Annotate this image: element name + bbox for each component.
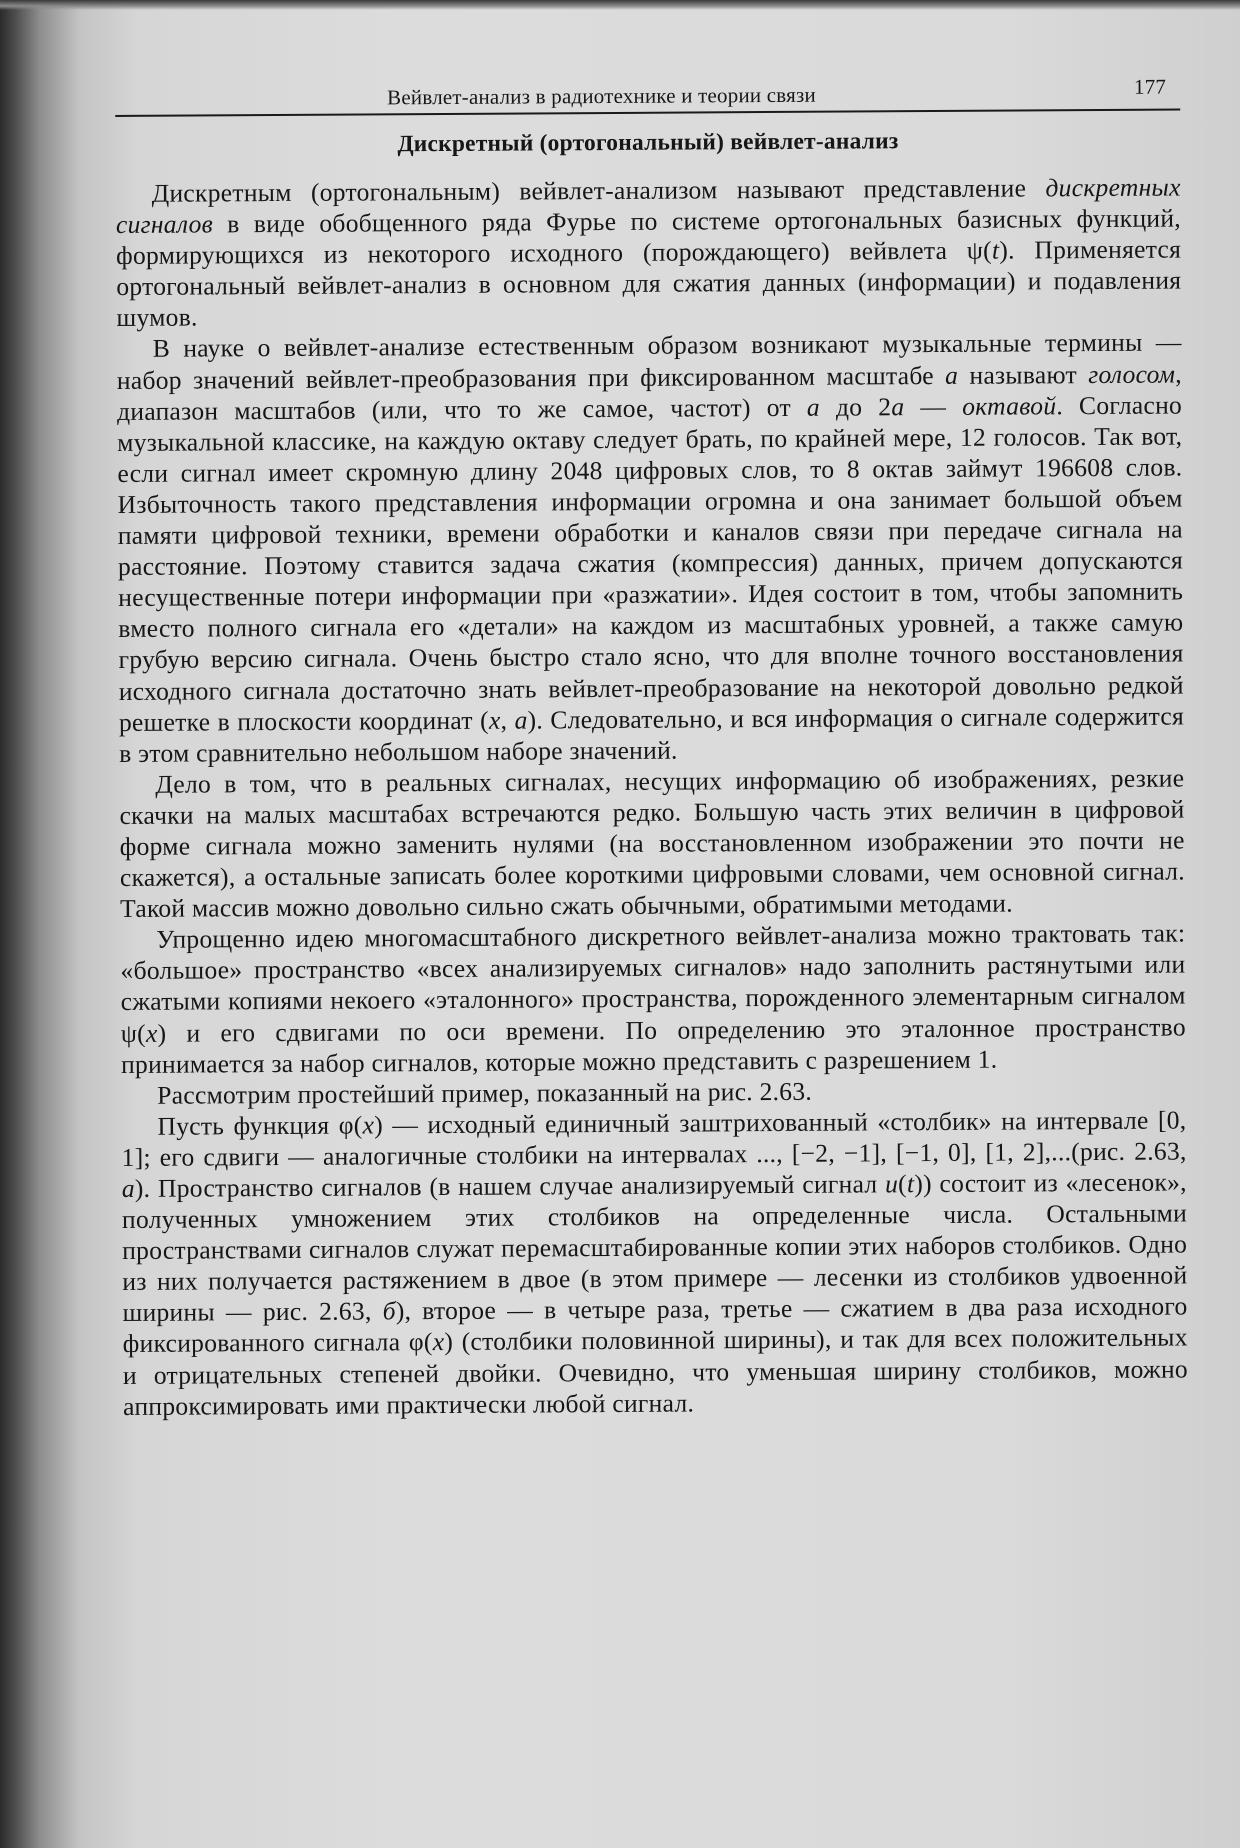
paragraph: Рассмотрим простейший пример, показанный на рис. 2.63. (157, 1076, 813, 1110)
paragraph: Упрощенно идею многомасштабного дискретного вейвлет-анализа можно трактовать так: «большое» пространство «всех анализируемых сигналов» надо заполнить растянутыми или сжатыми копиями некоего «эталонного» пространства, порожденного элементарным сигналом ψ(х) и его сдвигами по оси времени. По определению это эталонное пространство принимается за набор сигналов, которые можно представить с разрешением 1. (120, 918, 1186, 1079)
running-title: Вейвлет-анализ в радиотехнике и теории связи (387, 82, 816, 110)
body-text (116, 171, 1189, 1421)
paragraph: Дискретным (ортогональным) вейвлет-анализом называют представление дискретных сигналов в виде обобщенного ряда Фурье по системе ортогональных базисных функций, формирующихся из некоторого исходного (порождающего) вейвлета ψ(t). Применяется ортогональный вейвлет-анализ в основном для сжатия данных (информации) и подавления шумов. (115, 172, 1182, 333)
running-header (115, 68, 1180, 117)
section-title: Дискретный (ортогональный) вейвлет-анализ (397, 128, 899, 158)
paragraph: Дело в том, что в реальных сигналах, несущих информацию об изображениях, резкие скачки на малых масштабах встречаются редко. Большую часть этих величин в цифровой форме сигнала можно заменить нулями (на восстановленном изображении это почти не скажется), а остальные записать более короткими цифровыми словами, чем основной сигнал. Такой массив можно довольно сильно сжать обычными, обратимыми методами. (119, 763, 1185, 924)
book-page (115, 68, 1188, 1421)
page-number: 177 (1133, 74, 1167, 99)
paragraph: Пусть функция φ(х) — исходный единичный заштрихованный «столбик» на интервале [0, 1]; его сдвиги — аналогичные столбики на интервалах ..., [−2, −1], [−1, 0], [1, 2],...(рис. 2.63, а). Пространство сигналов (в нашем случае анализируемый сигнал u(t)) состоит из «лесенок», полученных умножением этих столбиков на определенные числа. Остальными пространствами сигналов служат перемасштабированные копии этих наборов столбиков. Одно из них получается растяжением в двое (в этом примере — лесенки из столбиков удвоенной ширины — рис. 2.63, б), второе — в четыре раза, третье — сжатием в два раза исходного фиксированного сигнала φ(х) (столбики половинной ширины), и так для всех положительных и отрицательных степеней двойки. Очевидно, что уменьшая ширину столбиков, можно аппроксимировать ими практически любой сигнал. (121, 1105, 1189, 1421)
scan-top-edge-shadow (0, 0, 1240, 10)
paragraph: В науке о вейвлет-анализе естественным образом возникают музыкальные термины — набор значений вейвлет-преобразования при фиксированном масштабе а называют голосом, диапазон масштабов (или, что то же самое, частот) от а до 2а — октавой. Согласно музыкальной классике, на каждую октаву следует брать, по крайней мере, 12 голосов. Так вот, если сигнал имеет скромную длину 2048 цифровых слов, то 8 октав займут 196608 слов. Избыточность такого представления информации огромна и она занимает большой объем памяти цифровой техники, времени обработки и каналов связи при передаче сигнала на расстояние. Поэтому ставится задача сжатия (компрессия) данных, причем допускаются несущественные потери информации при «разжатии». Идея состоит в том, чтобы запомнить вместо полного сигнала его «детали» на каждом из масштабных уровней, а также самую грубую версию сигнала. Очень быстро стало ясно, что для вполне точного восстановления исходного сигнала достаточно знать вейвлет-преобразование на некоторой довольно редкой решетке в плоскости координат (х, а). Следовательно, и вся информация о сигнале содержится в этом сравнительно небольшом наборе значений. (116, 327, 1185, 768)
